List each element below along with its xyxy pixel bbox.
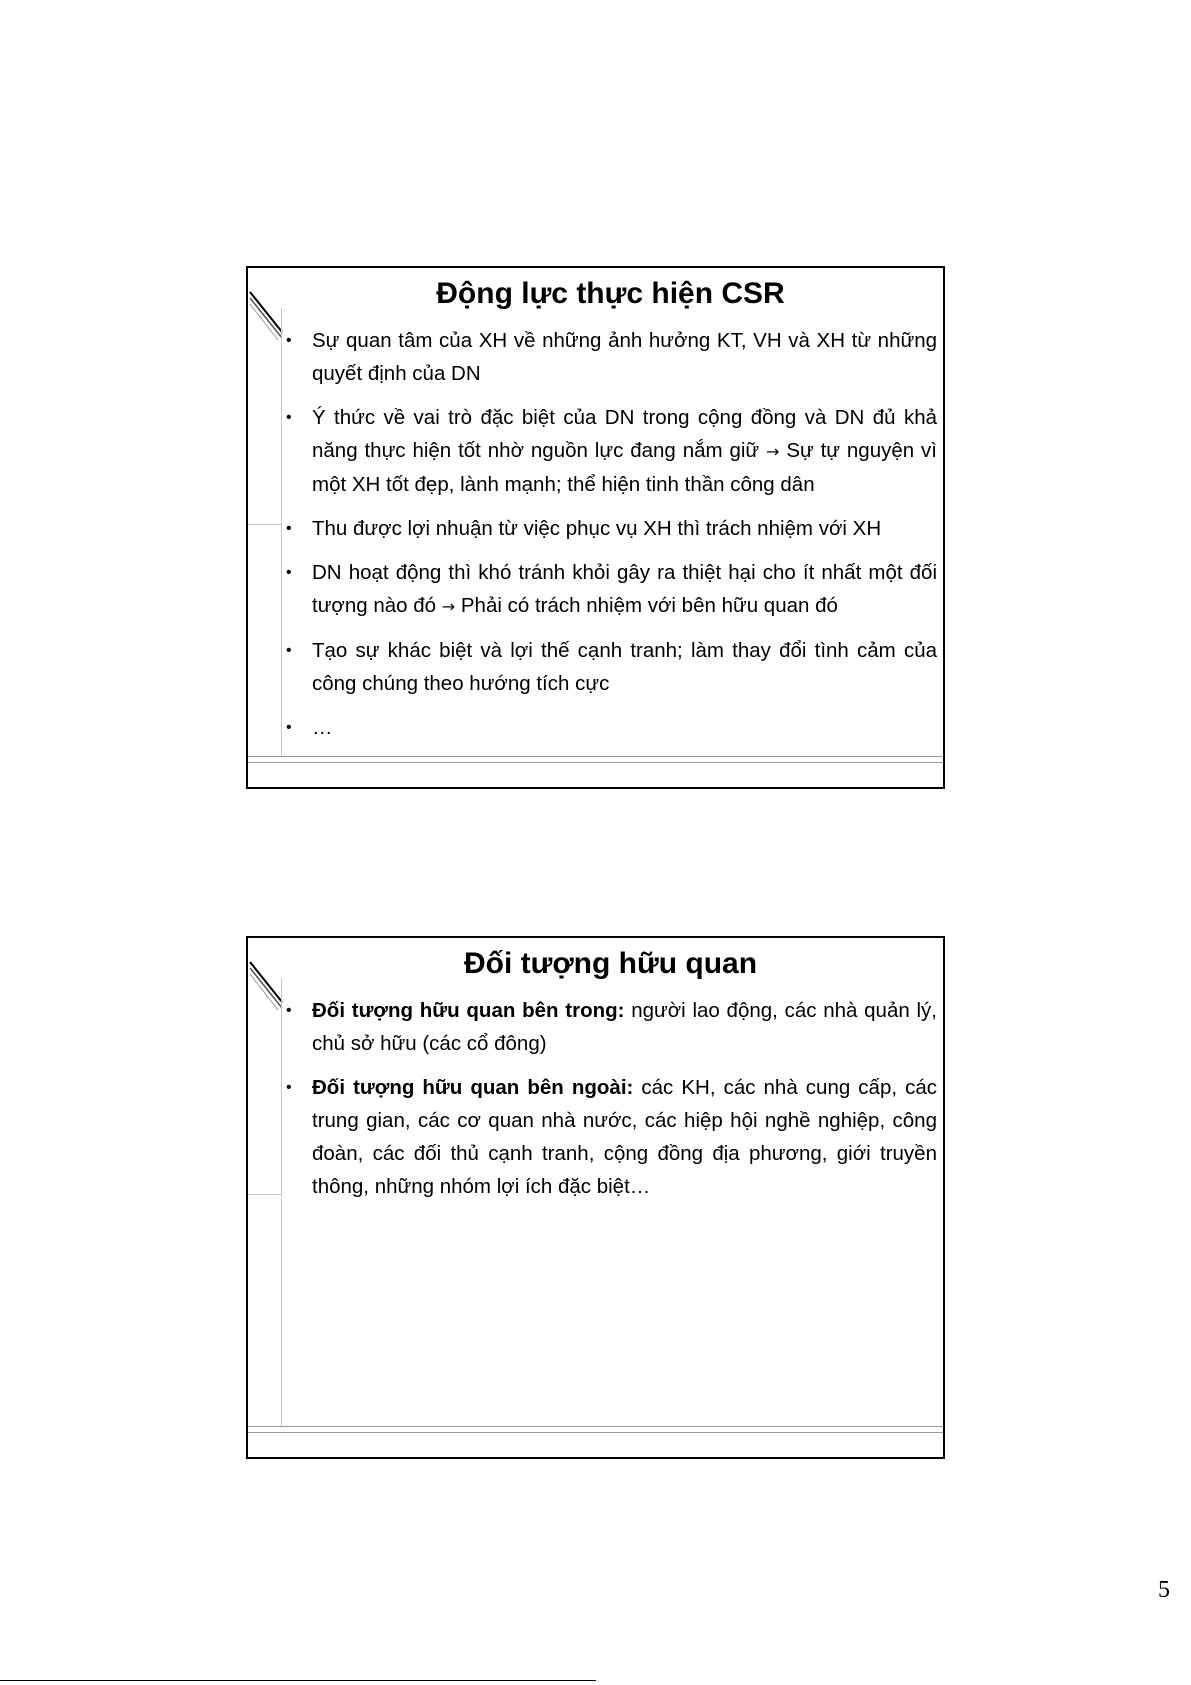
bullet-text: Phải có trách nhiệm với bên hữu quan đó	[455, 594, 838, 617]
bullet-item	[286, 324, 937, 390]
bullet-heading: Đối tượng hữu quan bên ngoài:	[312, 1076, 634, 1099]
left-tick	[248, 524, 282, 525]
bullet-icon: •	[286, 1002, 292, 1019]
bullet-text: Ý thức về vai trò đặc biệt của DN trong cộng đồng và DN đủ khả năng thực hiện tốt nhờ nguồn lực đang nắm giữ	[312, 406, 937, 462]
left-rule	[281, 308, 282, 757]
bullet-text: các KH, các nhà cung cấp, các trung gian, các cơ quan nhà nước, các hiệp hội nghề nghiệp, công đoàn, các đối thủ cạnh tranh, cộng đồng địa phương, giới truyền thông, những nhóm lợi ích đặc biệt…	[312, 1076, 937, 1198]
bullet-item	[286, 1071, 937, 1203]
slide-2	[246, 936, 945, 1459]
bullet-text: Tạo sự khác biệt và lợi thế cạnh tranh; làm thay đổi tình cảm của công chúng theo hướng tích cực	[312, 639, 937, 695]
footer-rule	[0, 1680, 596, 1681]
bullet-text: người lao động, các nhà quản lý, chủ sở hữu (các cổ đông)	[312, 999, 937, 1055]
bullet-text: Sự tự nguyện vì một XH tốt đẹp, lành mạnh; thể hiện tinh thần công dân	[312, 439, 937, 496]
bullet-icon: •	[286, 409, 292, 426]
left-tick	[248, 1194, 282, 1195]
arrow-right-icon: →	[441, 597, 456, 616]
bullet-item	[286, 556, 937, 623]
bullet-list	[286, 324, 937, 755]
bullet-icon: •	[286, 719, 292, 736]
bottom-rule	[248, 1432, 943, 1433]
bullet-icon: •	[286, 564, 292, 581]
bottom-rule	[248, 1426, 943, 1427]
bullet-heading: Đối tượng hữu quan bên trong:	[312, 999, 625, 1022]
bullet-icon: •	[286, 332, 292, 349]
slide-1	[246, 266, 945, 789]
bullet-list	[286, 994, 937, 1214]
bullet-item	[286, 994, 937, 1060]
bullet-icon: •	[286, 520, 292, 537]
slide-title: Đối tượng hữu quan	[463, 947, 758, 980]
bullet-text: …	[312, 716, 333, 739]
bullet-item	[286, 634, 937, 700]
bullet-item	[286, 711, 937, 744]
bullet-item	[286, 401, 937, 501]
bullet-text: DN hoạt động thì khó tránh khỏi gây ra thiệt hại cho ít nhất một đối tượng nào đó	[312, 561, 937, 617]
arrow-right-icon: →	[766, 442, 780, 461]
left-rule	[281, 978, 282, 1427]
bottom-rule	[248, 762, 943, 763]
bullet-item	[286, 512, 937, 545]
bullet-text: Thu được lợi nhuận từ việc phục vụ XH thì trách nhiệm với XH	[312, 517, 882, 540]
page-number: 5	[1158, 1577, 1170, 1603]
bullet-text: Sự quan tâm của XH về những ảnh hưởng KT, VH và XH từ những quyết định của DN	[312, 329, 937, 385]
bullet-icon: •	[286, 642, 292, 659]
bullet-icon: •	[286, 1079, 292, 1096]
bottom-rule	[248, 756, 943, 757]
slide-title: Động lực thực hiện CSR	[436, 277, 785, 310]
